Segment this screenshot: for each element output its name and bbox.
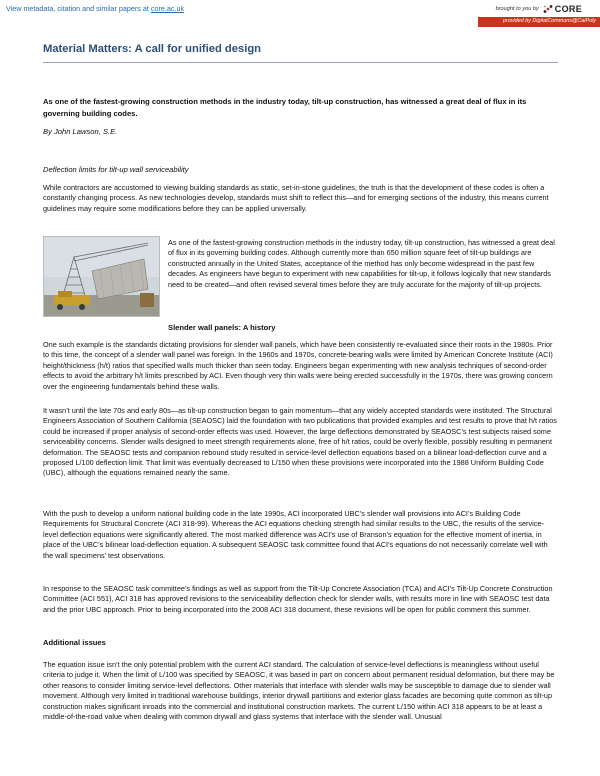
construction-photo — [43, 236, 160, 317]
brought-to-you-by: brought to you by — [495, 6, 539, 12]
view-metadata-link[interactable] — [6, 4, 184, 13]
history-paragraph-3: With the push to develop a uniform national building code in the late 1990s, ACI incorporated UBC’s slender wall provisions into ACI’s Building Code Requirements for Structural Concrete (ACI 318-99). Whereas the ACI equations checking strength had similar results to the UBC, the results of the service-level deflection equations were significantly altered. The most marked difference was ACI’s use of Branson’s equation for the effective moment of inertia, in place of the UBC’s bilinear load-deflection equation. A subsequent SEAOSC task committee found that ACI’s equations do not necessarily correlate well with the wall specimens’ test observations. — [43, 509, 548, 560]
core-logo — [543, 4, 582, 14]
view-metadata-text: View metadata, citation and similar papers at — [6, 4, 151, 13]
core-banner — [0, 0, 600, 28]
core-logo-icon — [543, 4, 553, 14]
provided-by-text: provided by DigitalCommons@CalPoly — [503, 18, 596, 24]
additional-issues-heading: Additional issues — [43, 638, 106, 647]
title-divider — [43, 62, 558, 63]
article-title: Material Matters: A call for unified design — [43, 43, 261, 55]
section-heading: Deflection limits for tilt-up wall serviceability — [43, 165, 189, 174]
history-paragraph-4: In response to the SEAOSC task committee’s findings as well as support from the Tilt-Up Concrete Association (TCA) and ACI’s Tilt-Up Concrete Construction Committee (ACI 551), ACI 318 has approved revisions to the serviceability deflection check for slender walls, with results more in line with SEAOSC test data and the prior UBC approach. Prior to being incorporated into the 2008 ACI 318 document, these revisions will be open for public comment this summer. — [43, 584, 553, 614]
article-byline: By John Lawson, S.E. — [43, 127, 118, 136]
intro-paragraph: While contractors are accustomed to viewing building standards as static, set-in-stone guidelines, the truth is that the development of these codes is often a constantly changing process. As new technologies develop, standards must shift to reflect this—and for emerging sections of the industry, this means current guidelines may require some modifications before they can be applied universally. — [43, 183, 549, 213]
core-brand[interactable] — [496, 2, 582, 16]
provided-by-bar[interactable] — [478, 17, 600, 27]
history-paragraph-2: It wasn’t until the late 70s and early 80s—as tilt-up construction began to gain momentum—that any widely accepted standards were instituted. The Structural Engineers Association of Southern California (SEAOSC) laid the foundation with two publications that provided examples and test results to prove that h/t ratios could be increased if proper analysis of second-order effects was used. However, the large deflections demonstrated by SEAOSC’s test subjects raised some serviceability concerns. Slender walls designed to meet strength requirements alone, free of h/t ratios, could be overly flexible, possibly resulting in permanent deformation. The SEAOSC tests and companion rebound study resulted in service-level deflection equations based on a bilinear load-deflection curve and a proposed L/100 deflection limit. That limit was eventually decreased to L/150 when these provisions were incorporated into the 1988 Uniform Building Code (UBC), although the equations remained nearly the same. — [43, 406, 557, 478]
core-word: CORE — [554, 4, 582, 14]
article-lede: As one of the fastest-growing construction methods in the industry today, tilt-up construction, has witnessed a great deal of flux in its governing building codes. — [43, 97, 527, 118]
additional-paragraph-1: The equation issue isn’t the only potential problem with the current ACI standard. The calculation of service-level deflections is meaningless without useful criteria to judge it. When the limit of L/100 was specified by SEAOSC, it was based in part on concern about permanent residual deformation, but there may be other reasons to consider limiting service-level deflections. Other materials that interface with slender walls may be susceptible to damage due to slender wall movement. Although very limited in traditional warehouse buildings, interior drywall partitions and exterior glass facades are becoming quite common as tilt-up construction makes significant inroads into the commercial and institutional construction markets. The current L/150 within ACI 318 appears to be at least a middle-of-the-road value when dealing with common drywall and glass systems that interface with the slender wall. Unusual — [43, 660, 555, 722]
wrap-paragraph: As one of the fastest-growing construction methods in the industry today, tilt-up construction, has witnessed a great deal of flux in its governing building codes. Although currently more than 650 million square feet of tilt-up buildings are constructed annually in the United States, acceptance of the method has only become widespread in the past few decades. As engineers have begun to experiment with new capabilities for tilt-up, it follows logically that new standards need to be created—and often revised several times before they are truly accurate for the majority of tilt-up projects. — [168, 238, 555, 289]
crane-illustration — [44, 237, 160, 317]
history-paragraph-1: One such example is the standards dictating provisions for slender wall panels, which have been consistently re-evaluated since their roots in the 1980s. Prior to this time, the concept of a slender wall panel was foreign. In the 1960s and 1970s, concrete-bearing walls were limited by American Concrete Institute (ACI) height/thickness (h/t) ratios that specified walls much thicker than seen today. Engineers began experimenting with new analysis techniques of second-order effects to avoid the arbitrary h/t limits prescribed by ACI. Even though very thin walls were being erected successfully in the 1970s, there was growing concern over the engineering fundamentals behind these walls. — [43, 340, 553, 391]
core-ac-uk-link[interactable]: core.ac.uk — [150, 4, 185, 13]
history-heading: Slender wall panels: A history — [168, 323, 276, 332]
